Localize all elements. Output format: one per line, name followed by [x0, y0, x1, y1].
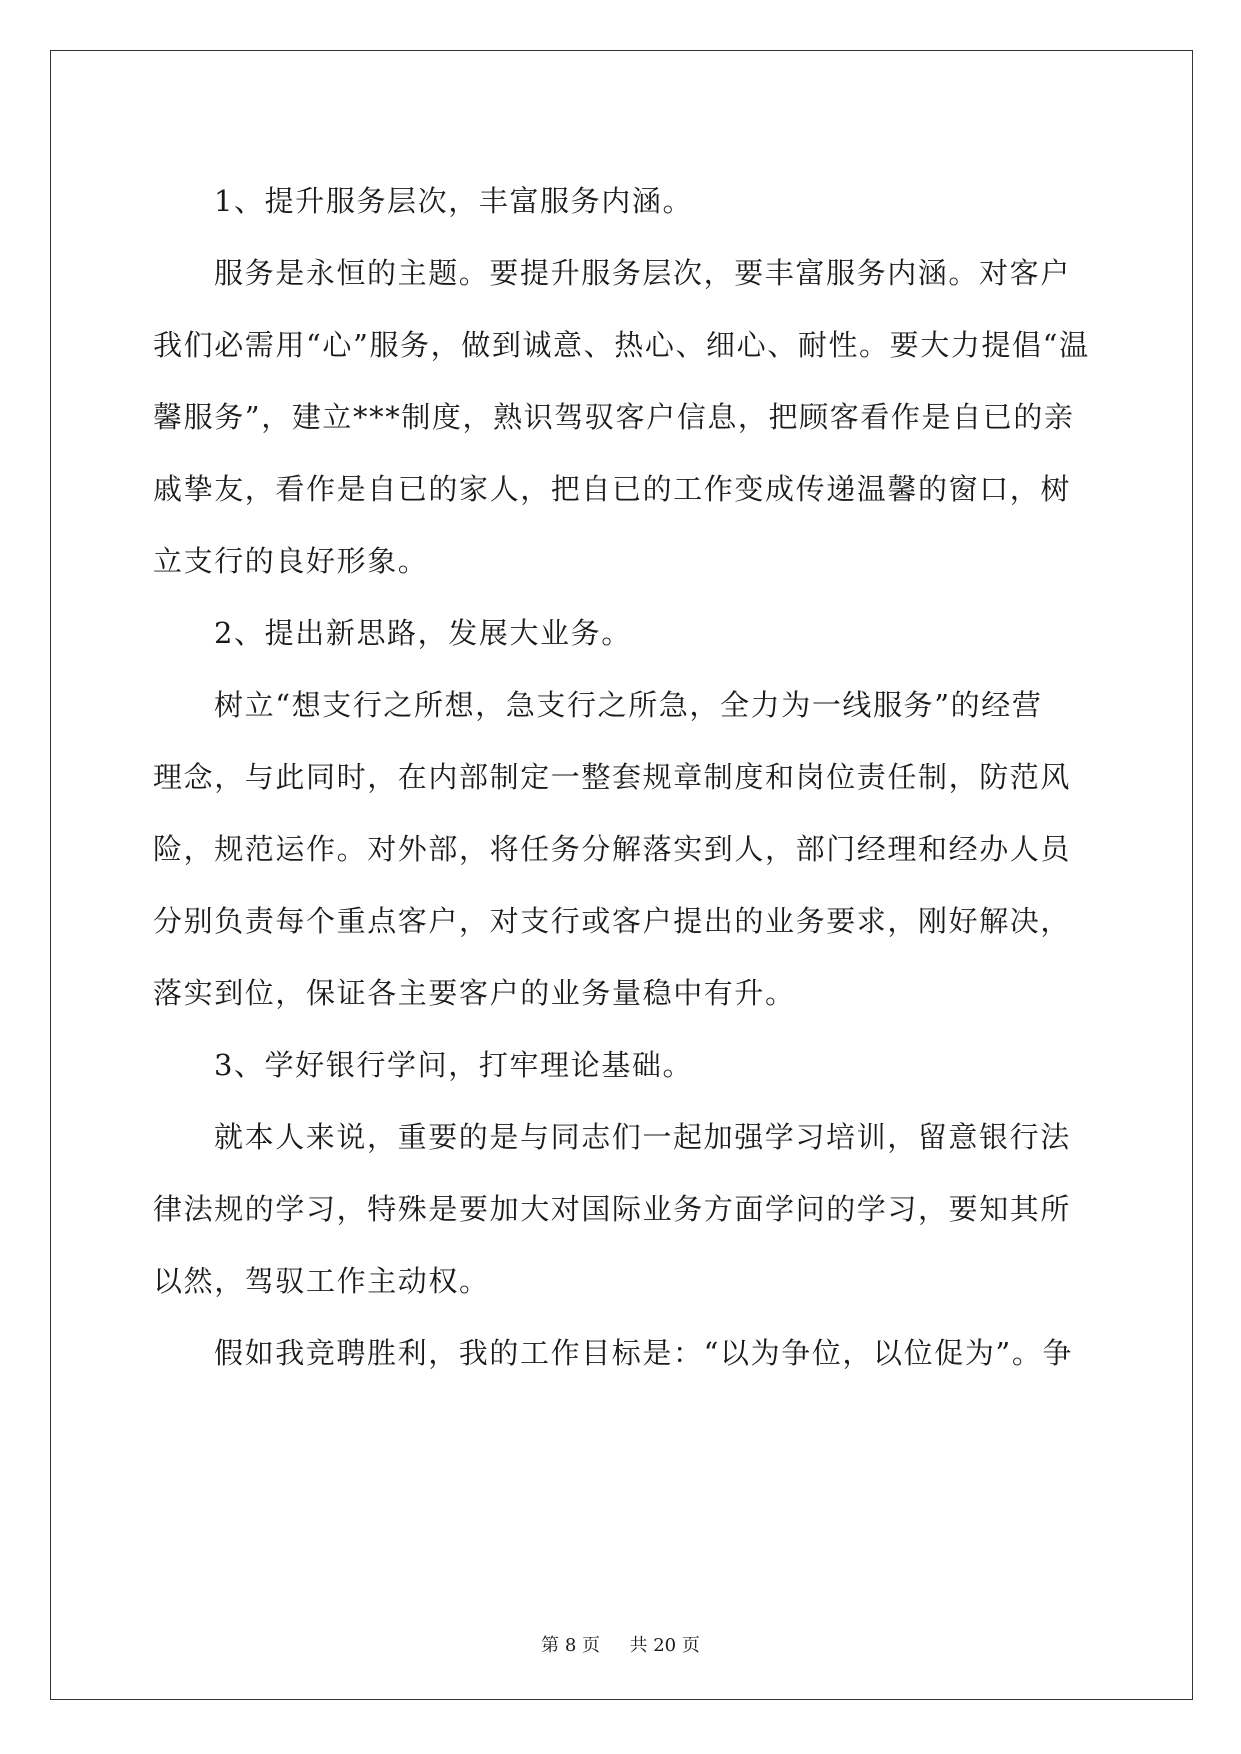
- paragraph-line: 律法规的学习，特殊是要加大对国际业务方面学问的学习，要知其所: [153, 1192, 1072, 1226]
- paragraph-line: 服务是永恒的主题。要提升服务层次，要丰富服务内涵。对客户: [214, 256, 1071, 290]
- section-heading-3: 3、学好银行学问，打牢理论基础。: [214, 1048, 694, 1082]
- paragraph-line: 就本人来说，重要的是与同志们一起加强学习培训，留意银行法: [214, 1120, 1071, 1154]
- paragraph-line: 假如我竞聘胜利，我的工作目标是：“以为争位，以位促为”。争: [214, 1336, 1074, 1370]
- paragraph-line: 馨服务”，建立***制度，熟识驾驭客户信息，把顾客看作是自已的亲: [153, 400, 1075, 434]
- section-heading-1: 1、提升服务层次，丰富服务内涵。: [214, 184, 694, 218]
- paragraph-line: 立支行的良好形象。: [153, 544, 429, 578]
- document-body: [153, 165, 1093, 1389]
- page-number: 第 8 页: [541, 1635, 601, 1656]
- page-footer: [0, 1635, 1241, 1657]
- section-heading-2: 2、提出新思路，发展大业务。: [214, 616, 632, 650]
- page-total: 共 20 页: [629, 1635, 700, 1656]
- paragraph-line: 分别负责每个重点客户，对支行或客户提出的业务要求，刚好解决，: [153, 904, 1072, 938]
- paragraph-line: 树立“想支行之所想，急支行之所急，全力为一线服务”的经营: [214, 688, 1043, 722]
- paragraph-line: 戚挚友，看作是自已的家人，把自已的工作变成传递温馨的窗口，树: [153, 472, 1072, 506]
- paragraph-line: 险，规范运作。对外部，将任务分解落实到人，部门经理和经办人员: [153, 832, 1072, 866]
- paragraph-line: 我们必需用“心”服务，做到诚意、热心、细心、耐性。要大力提倡“温: [153, 328, 1090, 362]
- paragraph-line: 以然，驾驭工作主动权。: [153, 1264, 490, 1298]
- paragraph-line: 理念，与此同时，在内部制定一整套规章制度和岗位责任制，防范风: [153, 760, 1072, 794]
- paragraph-line: 落实到位，保证各主要客户的业务量稳中有升。: [153, 976, 796, 1010]
